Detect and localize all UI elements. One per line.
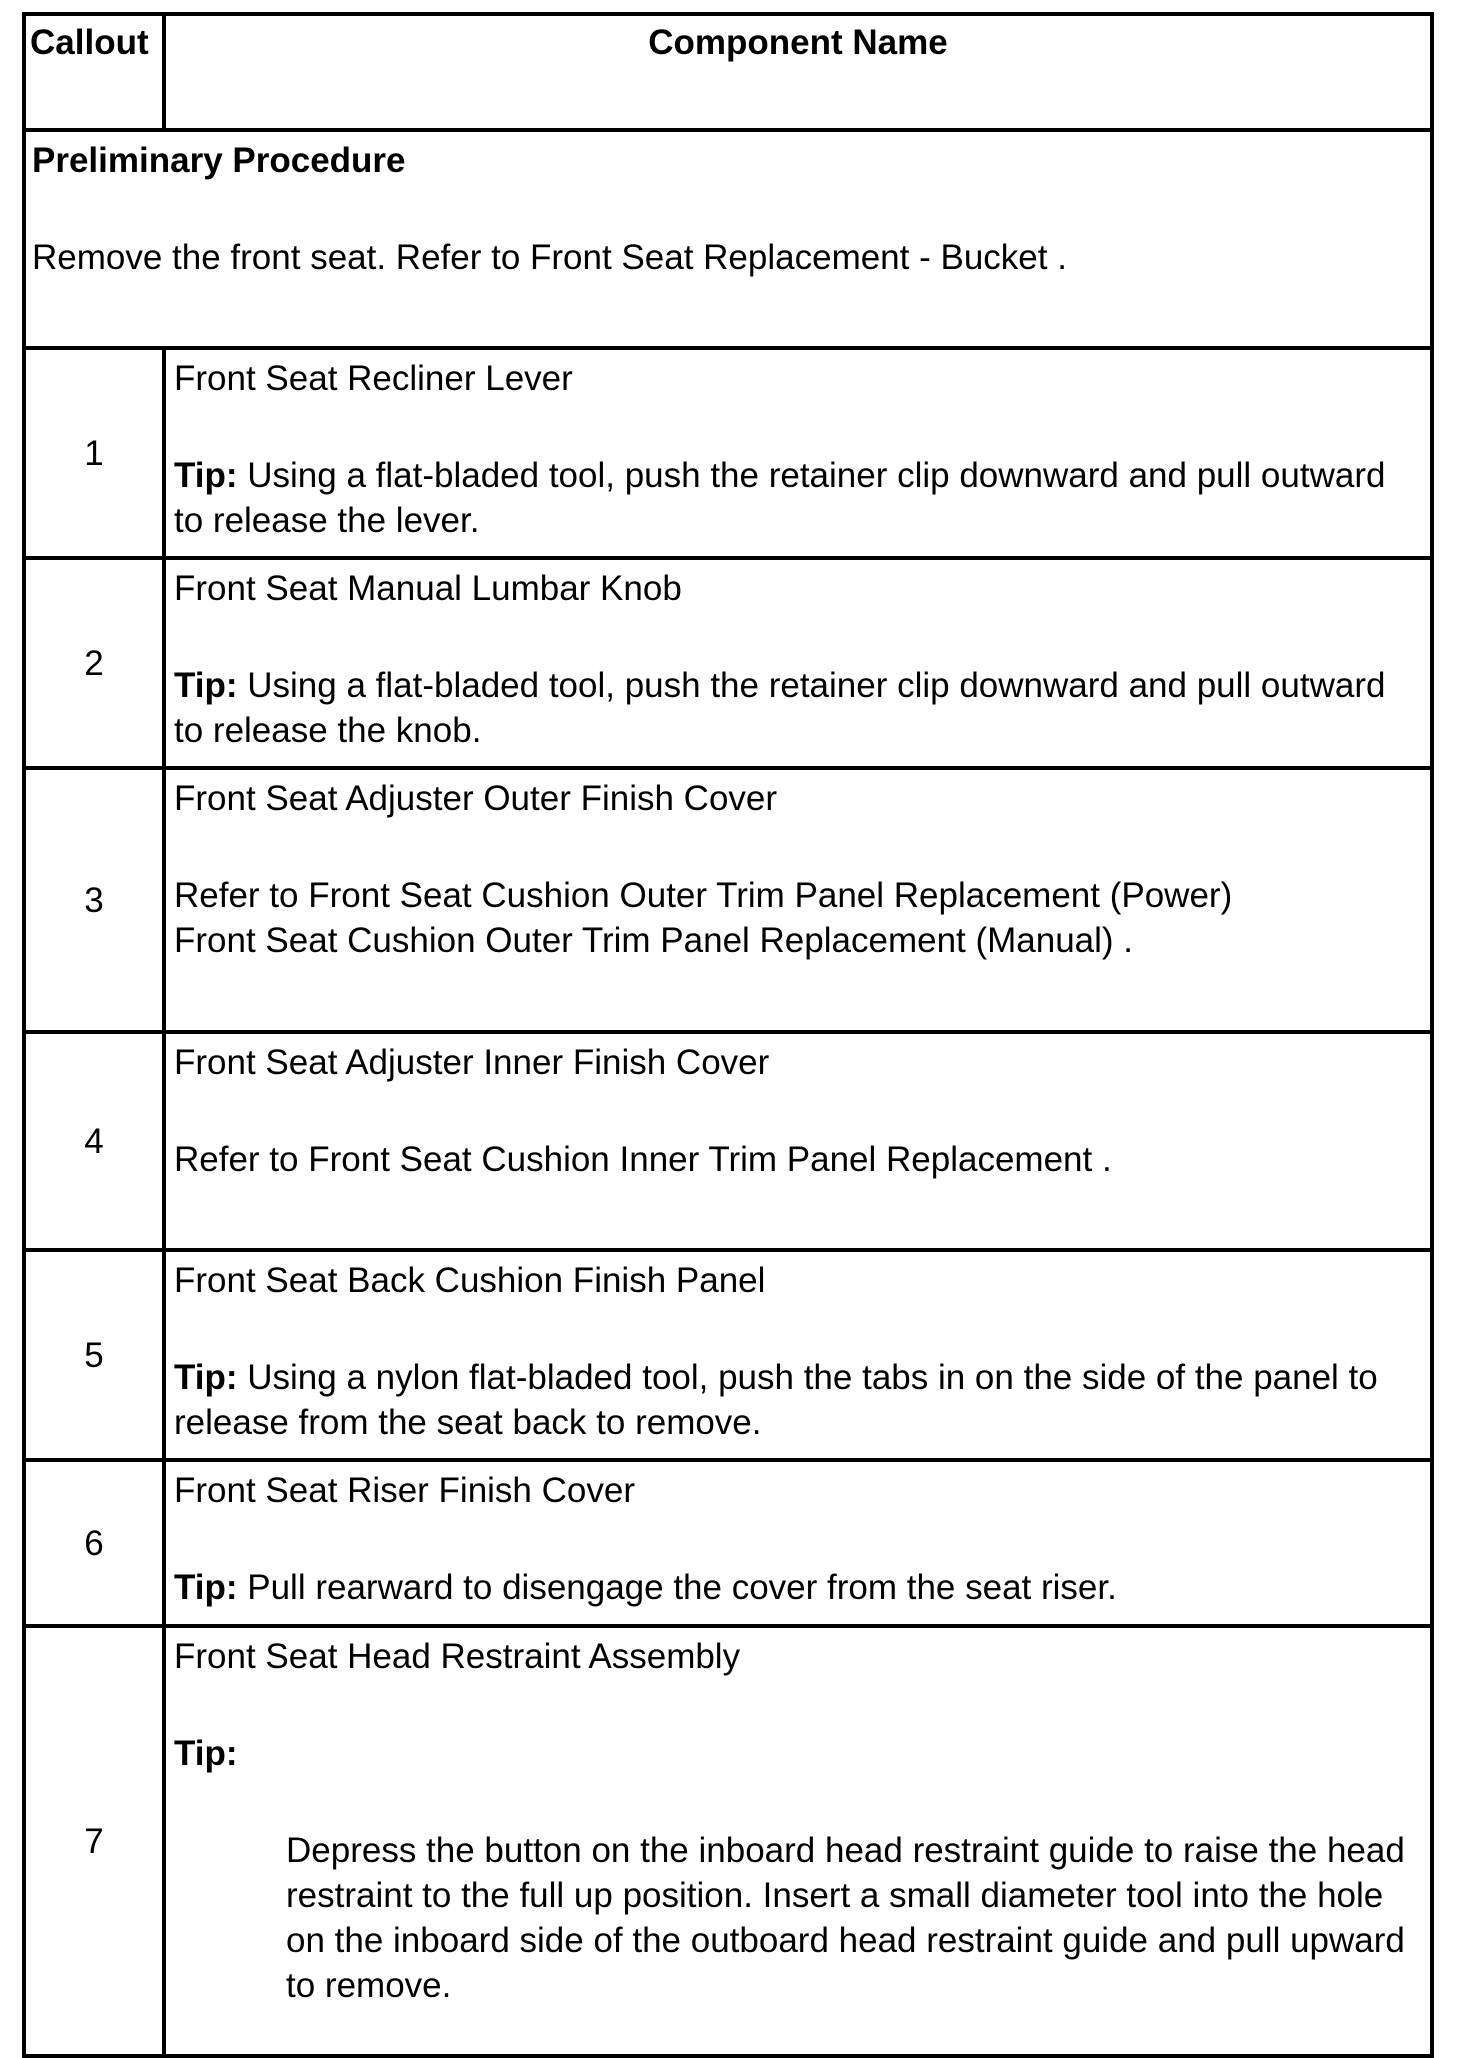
component-cell bbox=[164, 768, 1432, 1032]
callout-number: 5 bbox=[24, 1250, 164, 1460]
component-name: Front Seat Back Cushion Finish Panel bbox=[174, 1261, 766, 1300]
tip-text bbox=[174, 1565, 1422, 1610]
component-name: Front Seat Riser Finish Cover bbox=[174, 1471, 635, 1510]
callout-number: 1 bbox=[24, 348, 164, 558]
table-row bbox=[24, 1032, 1432, 1250]
component-name: Front Seat Adjuster Outer Finish Cover bbox=[174, 779, 778, 818]
component-cell bbox=[164, 1032, 1432, 1250]
component-cell bbox=[164, 1250, 1432, 1460]
preliminary-text: Remove the front seat. Refer to Front Seat Replacement - Bucket . bbox=[32, 238, 1067, 277]
header-callout: Callout bbox=[24, 14, 164, 130]
tip-note: Using a flat-bladed tool, push the retainer clip downward and pull outward to release the knob. bbox=[174, 666, 1386, 750]
header-component-name: Component Name bbox=[164, 14, 1432, 130]
tip-text bbox=[174, 1355, 1422, 1445]
preliminary-cell bbox=[24, 130, 1432, 348]
callout-number: 6 bbox=[24, 1460, 164, 1626]
tip-note: Using a flat-bladed tool, push the retainer clip downward and pull outward to release the lever. bbox=[174, 456, 1386, 540]
component-name: Front Seat Head Restraint Assembly bbox=[174, 1637, 741, 1676]
callout-number: 7 bbox=[24, 1626, 164, 2056]
table-row bbox=[24, 1460, 1432, 1626]
tip-label: Tip: bbox=[174, 456, 238, 495]
table-row bbox=[24, 1626, 1432, 2056]
tip-label: Tip: bbox=[174, 1358, 238, 1397]
component-name: Front Seat Manual Lumbar Knob bbox=[174, 569, 682, 608]
component-name: Front Seat Adjuster Inner Finish Cover bbox=[174, 1043, 770, 1082]
component-name: Front Seat Recliner Lever bbox=[174, 359, 573, 398]
table-row bbox=[24, 348, 1432, 558]
preliminary-row bbox=[24, 130, 1432, 348]
preliminary-title: Preliminary Procedure bbox=[32, 141, 406, 180]
refer-text: Refer to Front Seat Cushion Inner Trim Panel Replacement . bbox=[174, 1140, 1112, 1179]
tip-label: Tip: bbox=[174, 1734, 238, 1773]
refer-text-line-1: Refer to Front Seat Cushion Outer Trim Panel Replacement (Power) bbox=[174, 876, 1233, 915]
component-table bbox=[22, 12, 1434, 2058]
tip-label: Tip: bbox=[174, 666, 238, 705]
callout-number: 3 bbox=[24, 768, 164, 1032]
table-row bbox=[24, 1250, 1432, 1460]
callout-number: 4 bbox=[24, 1032, 164, 1250]
tip-text bbox=[174, 453, 1422, 543]
component-cell bbox=[164, 1460, 1432, 1626]
tip-note: Depress the button on the inboard head restraint guide to raise the head restraint to the full up position. Insert a small diameter tool into the hole on the inboard side of the outboard head restraint guide and pull upward to remove. bbox=[286, 1831, 1405, 2005]
table-row bbox=[24, 768, 1432, 1032]
refer-text-line-2: Front Seat Cushion Outer Trim Panel Replacement (Manual) . bbox=[174, 921, 1134, 960]
component-cell bbox=[164, 348, 1432, 558]
header-row bbox=[24, 14, 1432, 130]
tip-note: Pull rearward to disengage the cover from the seat riser. bbox=[247, 1568, 1117, 1607]
tip-text bbox=[174, 663, 1422, 753]
callout-number: 2 bbox=[24, 558, 164, 768]
tip-label: Tip: bbox=[174, 1568, 238, 1607]
tip-note: Using a nylon flat-bladed tool, push the tabs in on the side of the panel to release from the seat back to remove. bbox=[174, 1358, 1378, 1442]
table-row bbox=[24, 558, 1432, 768]
component-cell bbox=[164, 558, 1432, 768]
component-cell bbox=[164, 1626, 1432, 2056]
